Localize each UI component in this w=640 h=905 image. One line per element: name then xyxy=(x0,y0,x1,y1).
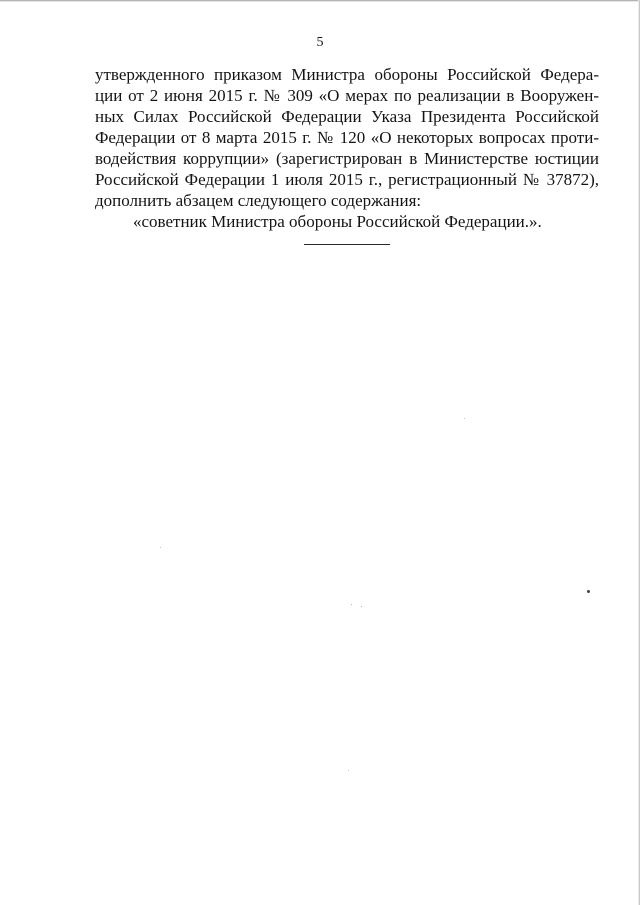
paragraph-line: водействия коррупции» (зарегистрирован в Министерстве юстиции xyxy=(95,149,599,168)
paragraph-line: утвержденного приказом Министра обороны Российской Федера- xyxy=(95,65,599,84)
scan-speck xyxy=(351,604,352,605)
page-number: 5 xyxy=(316,35,324,50)
scan-speck xyxy=(587,590,590,593)
scan-speck xyxy=(464,418,465,419)
scan-speck xyxy=(348,770,349,771)
amendment-paragraph xyxy=(95,64,599,232)
scan-top-edge xyxy=(0,0,640,2)
end-separator-line xyxy=(304,244,390,245)
quoted-addition: «советник Министра обороны Российской Федерации.». xyxy=(133,212,542,231)
paragraph-line: ных Силах Российской Федерации Указа Президента Российской xyxy=(95,107,599,126)
scan-speck xyxy=(160,547,161,548)
paragraph-line: Российской Федерации 1 июля 2015 г., регистрационный № 37872), xyxy=(95,170,599,189)
scan-speck xyxy=(361,606,362,607)
paragraph-line: Федерации от 8 марта 2015 г. № 120 «О некоторых вопросах проти- xyxy=(95,128,599,147)
paragraph-line: дополнить абзацем следующего содержания: xyxy=(95,191,422,210)
paragraph-line: ции от 2 июня 2015 г. № 309 «О мерах по реализации в Вооружен- xyxy=(95,86,599,105)
